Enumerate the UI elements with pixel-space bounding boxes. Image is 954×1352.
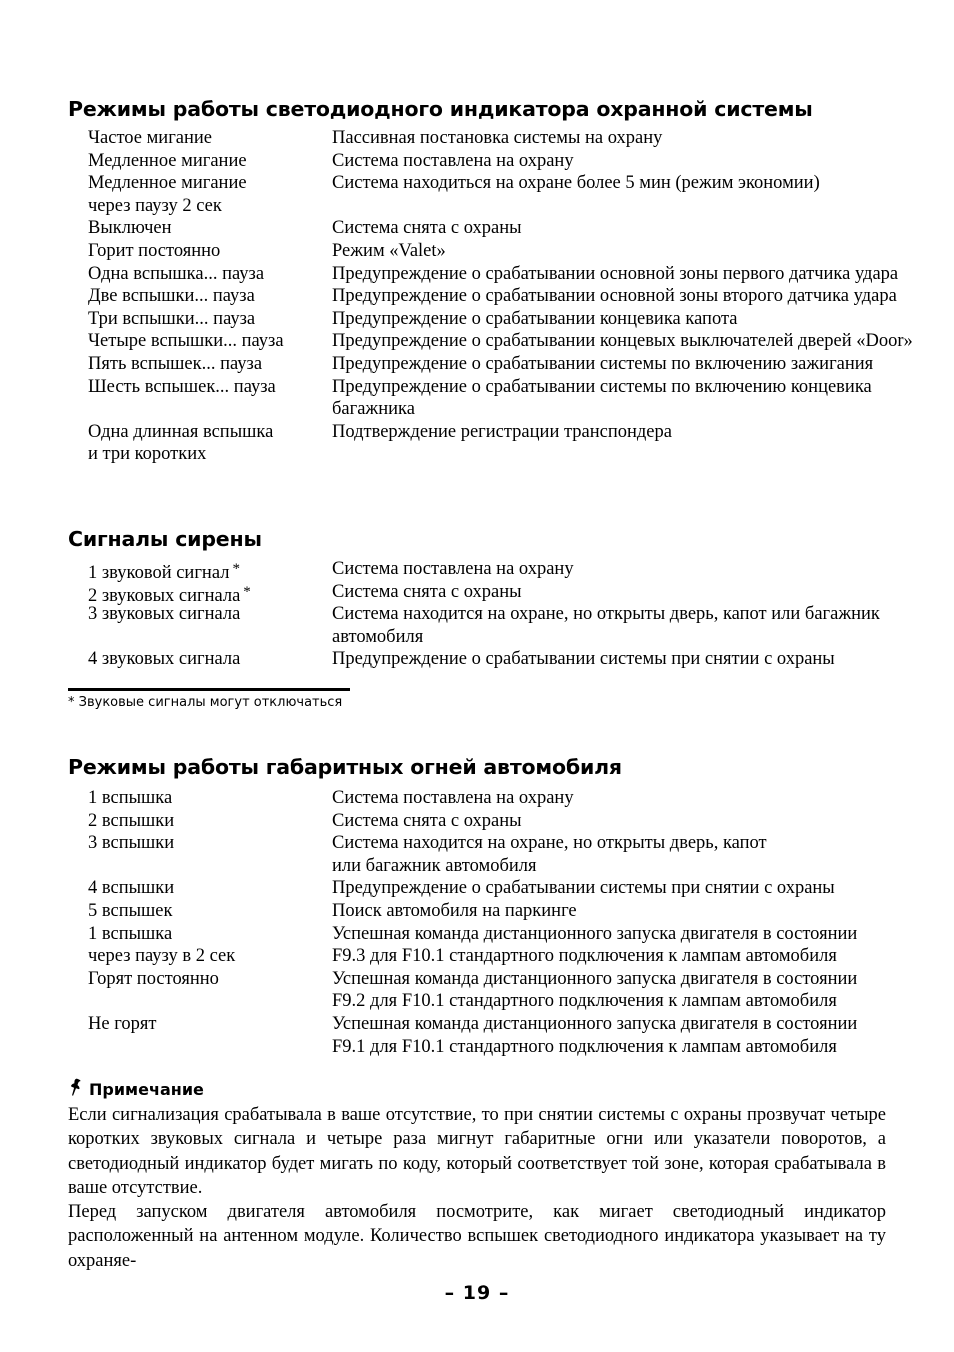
row-description	[332, 127, 932, 150]
row-description-line: Система поставлена на охрану	[332, 788, 574, 808]
row-condition	[88, 603, 328, 626]
row-condition	[88, 648, 328, 671]
row-description-line: Подтверждение регистрации транспондера	[332, 421, 672, 442]
row-description-line: Успешная команда дистанционного запуска двигателя в состоянии	[332, 968, 858, 989]
row-description-line: Система снята с охраны	[332, 581, 522, 602]
table-row	[0, 308, 954, 331]
row-condition-line: Пять вспышек... пауза	[88, 353, 263, 374]
row-condition-line: 4 звуковых сигнала	[88, 649, 241, 670]
row-condition-line: Две вспышки... пауза	[88, 286, 255, 307]
note-paragraph-2: Перед запуском двигателя автомобиля посмотрите, как мигает светодиодный индикатор расположенный на антенном модуле. Количество вспышек светодиодного индикатора указывает на ту охраняе-	[68, 1202, 886, 1271]
row-description-line: Предупреждение о срабатывании системы при снятии с охраны	[332, 649, 835, 670]
row-description	[332, 581, 932, 604]
row-description	[332, 240, 932, 263]
row-description	[332, 648, 932, 671]
table-row	[0, 877, 954, 900]
row-condition-line: Не горят	[88, 1013, 157, 1034]
row-condition	[88, 285, 328, 308]
row-description-line: Система снята с охраны	[332, 810, 522, 831]
row-description-line: Режим «Valet»	[332, 240, 446, 261]
row-description	[332, 558, 932, 581]
table-row	[0, 810, 954, 833]
led-modes-table	[0, 127, 954, 466]
row-condition	[88, 810, 328, 833]
row-description-line: Система находится на охране, но открыты дверь, капот	[332, 833, 767, 854]
table-row	[0, 421, 954, 466]
page-number: – 19 –	[444, 1282, 510, 1304]
row-description	[332, 353, 932, 376]
row-description	[332, 877, 932, 900]
row-condition	[88, 376, 328, 399]
row-description-line: или багажник автомобиля	[332, 855, 537, 876]
row-description	[332, 172, 932, 195]
table-row	[0, 923, 954, 968]
row-condition-line: 2 звуковых сигнала *	[88, 583, 251, 606]
row-condition	[88, 127, 328, 150]
row-condition	[88, 240, 328, 263]
table-row	[0, 648, 954, 671]
row-condition-line: 1 звуковой сигнал *	[88, 561, 240, 583]
note-paragraph-1: Если сигнализация срабатывала в ваше отсутствие, то при снятии системы с охраны прозвучат четыре коротких звуковых сигнала и четыре раза мигнут габаритные огни или указатели поворотов, а светодиодный индикатор будет мигать по коду, который соответствует той зоне, которая срабатывала в ваше отсутствие.	[68, 1105, 886, 1198]
row-description-line: Система поставлена на охрану	[332, 150, 574, 171]
row-condition	[88, 330, 328, 353]
row-condition-line: 4 вспышки	[88, 878, 175, 899]
row-condition	[88, 421, 328, 466]
row-condition	[88, 787, 328, 810]
table-row	[0, 330, 954, 353]
row-description-line: Поиск автомобиля на паркинге	[332, 900, 577, 921]
table-row	[0, 240, 954, 263]
footnote-marker: *	[243, 583, 251, 600]
row-description	[332, 150, 932, 173]
row-condition-line: Горят постоянно	[88, 968, 219, 989]
row-description	[332, 900, 932, 923]
table-row	[0, 900, 954, 923]
table-row	[0, 150, 954, 173]
table-row	[0, 376, 954, 421]
row-description	[332, 421, 932, 444]
row-description-line: Предупреждение о срабатывании системы при снятии с охраны	[332, 878, 835, 899]
row-description-line: F9.3 для F10.1 стандартного подключения к лампам автомобиля	[332, 946, 837, 967]
row-description-line: Система поставлена на охрану	[332, 559, 574, 579]
row-condition	[88, 1013, 328, 1036]
lamp-modes-table	[0, 787, 954, 1058]
siren-signals-heading: Сигналы сирены	[68, 527, 262, 551]
row-description	[332, 832, 932, 877]
row-description	[332, 308, 932, 331]
row-condition-line: Одна вспышка... пауза	[88, 263, 265, 284]
footnote-divider	[68, 688, 350, 691]
table-row	[0, 263, 954, 286]
row-description	[332, 968, 932, 1013]
row-condition-line: Три вспышки... пауза	[88, 308, 256, 329]
row-condition-line: Выключен	[88, 218, 172, 239]
table-row	[0, 353, 954, 376]
table-row	[0, 127, 954, 150]
row-description	[332, 603, 932, 648]
table-row	[0, 1013, 954, 1058]
row-description-line: Система находится на охране, но открыты дверь, капот или багажник	[332, 604, 880, 625]
row-description-line: Предупреждение о срабатывании основной зоны второго датчика удара	[332, 286, 897, 307]
footnote-marker: *	[232, 561, 240, 577]
row-condition-line: через паузу 2 сек	[88, 195, 222, 216]
row-condition-line: и три коротких	[88, 444, 207, 465]
row-description-line: Предупреждение о срабатывании концевых выключателей дверей «Door»	[332, 331, 913, 352]
table-row	[0, 217, 954, 240]
row-description	[332, 217, 932, 240]
row-description	[332, 285, 932, 308]
row-description-line: Система снята с охраны	[332, 218, 522, 239]
row-condition-line: 1 вспышка	[88, 923, 173, 944]
table-row	[0, 832, 954, 877]
table-row	[0, 172, 954, 217]
row-description-line: Успешная команда дистанционного запуска двигателя в состоянии	[332, 1013, 858, 1034]
page-title: Режимы работы светодиодного индикатора охранной системы	[68, 97, 813, 121]
table-row	[0, 968, 954, 1013]
row-condition-line: 3 звуковых сигнала	[88, 604, 241, 625]
footnote	[68, 688, 488, 711]
row-description-line: Предупреждение о срабатывании концевика капота	[332, 308, 738, 329]
pushpin-icon	[68, 1078, 82, 1101]
row-description	[332, 923, 932, 968]
row-condition-line: Четыре вспышки... пауза	[88, 331, 284, 352]
row-description-line: багажника	[332, 399, 415, 420]
row-description	[332, 330, 932, 353]
row-description-line: Система находиться на охране более 5 мин (режим экономии)	[332, 173, 820, 194]
row-description-line: F9.1 для F10.1 стандартного подключения к лампам автомобиля	[332, 1036, 837, 1057]
row-condition-line: Медленное мигание	[88, 150, 247, 171]
table-row	[0, 581, 954, 604]
row-condition-line: 1 вспышка	[88, 788, 173, 808]
table-row	[0, 285, 954, 308]
row-condition	[88, 150, 328, 173]
row-condition-line: Медленное мигание	[88, 173, 247, 194]
row-condition-line: 3 вспышки	[88, 833, 175, 854]
row-description-line: Предупреждение о срабатывании системы по включению зажигания	[332, 353, 874, 374]
row-condition	[88, 172, 328, 217]
row-condition-line: Одна длинная вспышка	[88, 421, 274, 442]
note-block	[68, 1078, 886, 1273]
table-row	[0, 787, 954, 810]
row-condition-line: Частое мигание	[88, 128, 213, 148]
row-description-line: Предупреждение о срабатывании системы по включению концевика	[332, 376, 872, 397]
row-condition-line: через паузу в 2 сек	[88, 946, 236, 967]
row-description	[332, 376, 932, 421]
row-description	[332, 810, 932, 833]
row-description	[332, 787, 932, 810]
row-description-line: F9.2 для F10.1 стандартного подключения к лампам автомобиля	[332, 991, 837, 1012]
row-description	[332, 263, 932, 286]
note-header	[68, 1078, 886, 1101]
row-condition	[88, 923, 328, 968]
row-condition-line: 5 вспышек	[88, 900, 173, 921]
row-condition	[88, 968, 328, 991]
row-condition	[88, 217, 328, 240]
row-condition	[88, 353, 328, 376]
row-description-line: автомобиля	[332, 626, 424, 647]
row-description-line: Успешная команда дистанционного запуска двигателя в состоянии	[332, 923, 858, 944]
row-condition	[88, 263, 328, 286]
table-row	[0, 558, 954, 581]
row-description-line: Пассивная постановка системы на охрану	[332, 128, 663, 148]
table-row	[0, 603, 954, 648]
row-condition	[88, 900, 328, 923]
footnote-text: * Звуковые сигналы могут отключаться	[68, 694, 343, 710]
row-condition	[88, 832, 328, 855]
row-condition	[88, 877, 328, 900]
row-condition-line: 2 вспышки	[88, 810, 175, 831]
note-title: Примечание	[89, 1079, 204, 1099]
row-description-line: Предупреждение о срабатывании основной зоны первого датчика удара	[332, 263, 899, 284]
row-description	[332, 1013, 932, 1058]
siren-signals-table	[0, 558, 954, 671]
lamp-modes-heading: Режимы работы габаритных огней автомобиля	[68, 755, 622, 779]
row-condition-line: Шесть вспышек... пауза	[88, 376, 276, 397]
row-condition	[88, 308, 328, 331]
row-condition-line: Горит постоянно	[88, 240, 221, 261]
